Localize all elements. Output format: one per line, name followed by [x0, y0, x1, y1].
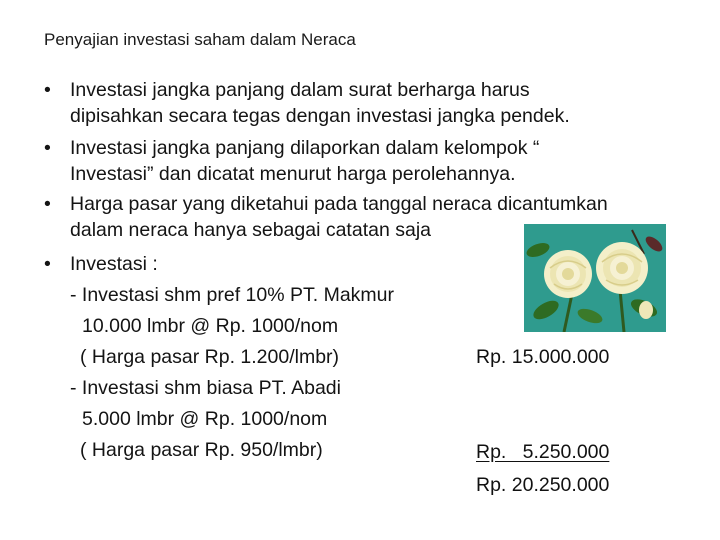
- bullet-1-line-1: Investasi jangka panjang dalam surat berharga harus: [70, 79, 530, 101]
- slide-title: Penyajian investasi saham dalam Neraca: [44, 30, 356, 49]
- bullet-marker: •: [44, 193, 51, 215]
- detail-makmur-market: ( Harga pasar Rp. 1.200/lmbr): [80, 346, 340, 368]
- detail-makmur-header: - Investasi shm pref 10% PT. Makmur: [70, 284, 395, 306]
- white-roses-image: [524, 224, 666, 332]
- roses-illustration: [524, 224, 666, 332]
- detail-abadi-header: - Investasi shm biasa PT. Abadi: [70, 377, 341, 399]
- bullet-3-line-1: Harga pasar yang diketahui pada tanggal neraca dicantumkan: [70, 193, 608, 215]
- bullet-marker: •: [44, 253, 51, 275]
- bullet-marker: •: [44, 79, 51, 101]
- amount-total: Rp. 20.250.000: [476, 474, 610, 496]
- bullet-2-line-1: Investasi jangka panjang dilaporkan dalam kelompok “: [70, 137, 540, 159]
- amount-abadi: Rp. 5.250.000: [476, 441, 610, 463]
- bullet-4-line-1: Investasi :: [70, 253, 158, 275]
- detail-makmur-shares: 10.000 lmbr @ Rp. 1000/nom: [82, 315, 339, 337]
- detail-abadi-shares: 5.000 lmbr @ Rp. 1000/nom: [82, 408, 328, 430]
- amount-makmur: Rp. 15.000.000: [476, 346, 610, 368]
- detail-abadi-market: ( Harga pasar Rp. 950/lmbr): [80, 439, 323, 461]
- bullet-3-line-2: dalam neraca hanya sebagai catatan saja: [70, 219, 431, 241]
- bullet-2-line-2: Investasi” dan dicatat menurut harga perolehannya.: [70, 163, 516, 185]
- bullet-1-line-2: dipisahkan secara tegas dengan investasi jangka pendek.: [70, 105, 570, 127]
- bullet-marker: •: [44, 137, 51, 159]
